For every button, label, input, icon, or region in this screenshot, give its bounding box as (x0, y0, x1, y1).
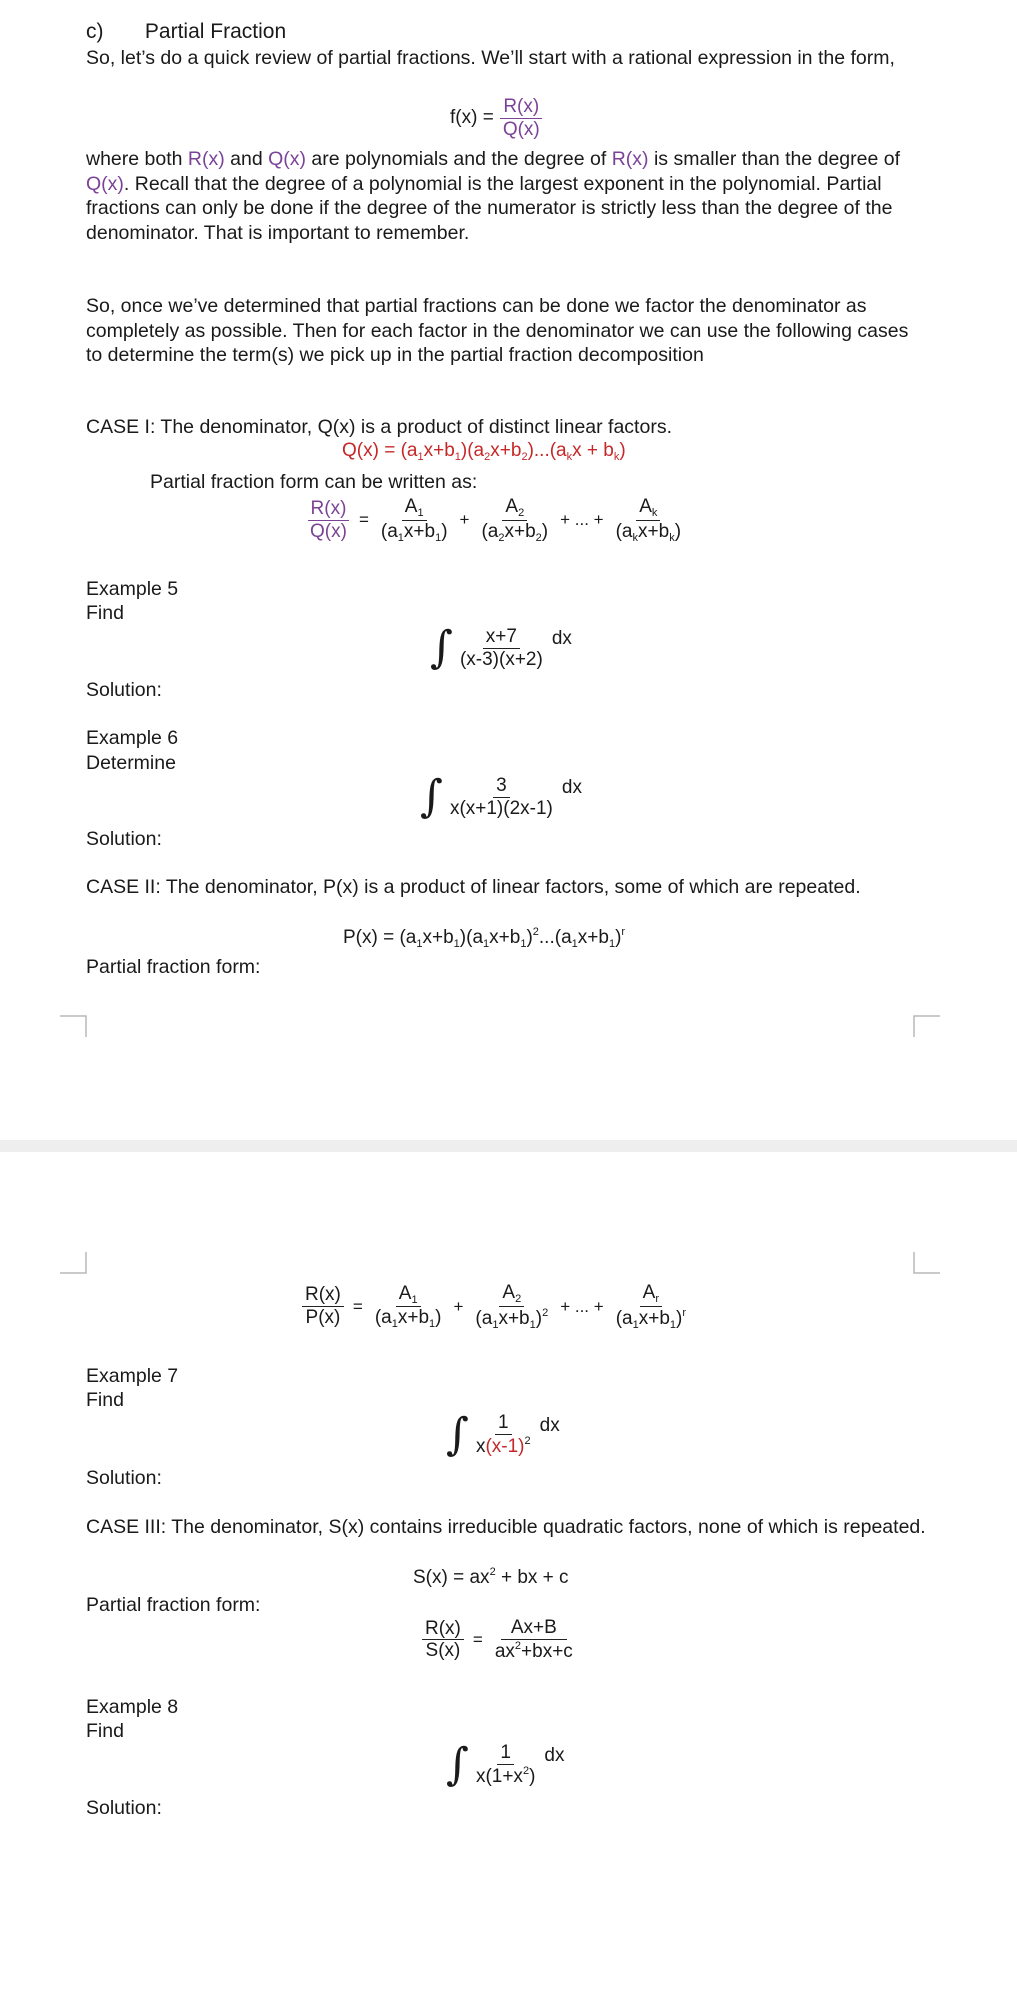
example5-integral (430, 622, 572, 674)
where-text: and (224, 148, 269, 170)
case3-eq-head: S(x) = ax (413, 1567, 490, 1588)
example5-fraction (457, 626, 546, 671)
example7-verb: Find (86, 1389, 124, 1411)
where-text: where both (86, 148, 188, 170)
case2-lhs: $\frac{R(x)}{P(x)}$ (302, 1284, 344, 1329)
case1-form-label: Partial fraction form can be written as: (150, 471, 478, 493)
example7-numerator: 1 (495, 1412, 512, 1435)
example8-solution: Solution: (86, 1797, 162, 1819)
case1-lhs: $\frac{R(x)}{Q(x)}$ (307, 498, 350, 543)
where-qx: Q(x) (268, 148, 307, 170)
example8-denominator: $x(1+x^2)$ (475, 1764, 536, 1787)
case3-rhs-denominator: $ax^2+bx+c$ (494, 1639, 573, 1662)
case3-text: : The denominator, S(x) contains irreducible quadratic factors, none of which is repeated. (160, 1516, 926, 1538)
example8-integral (446, 1738, 565, 1790)
case2-form-label: Partial fraction form: (86, 956, 261, 978)
case3-lhs-denominator: S(x) (425, 1640, 461, 1662)
case3-s-definition: $S(x) = ax^2$ + bx + c (413, 1566, 569, 1588)
page-corner-mark (60, 1252, 88, 1274)
case2-partial-fraction-form: $\frac{R(x)}{P(x)}$ = $\frac{A_1}{(a_1x+b_1)}$ + $\frac{A_2}{(a_1x+b_1)^2}$ + ... + $\frac{A_r}{(a_1x+b_1)^r}$ (302, 1282, 689, 1331)
example6-title: Example 6 (86, 727, 179, 749)
where-text: are polynomials and the degree of (306, 148, 612, 170)
f-of-x-equation (450, 96, 543, 141)
where-paragraph (86, 147, 926, 245)
example5-verb: Find (86, 602, 124, 624)
case3-heading (86, 1515, 926, 1540)
case3-partial-fraction-form: $\frac{R(x)}{S(x)}$ = $\frac{Ax+B}{ax^2+bx+c}$ (422, 1617, 576, 1663)
page-corner-mark (912, 1015, 940, 1037)
example7-title: Example 7 (86, 1365, 179, 1387)
dx-label: dx (544, 1744, 565, 1766)
where-text: is smaller than the degree of (648, 148, 901, 170)
case2-label: CASE II (86, 876, 156, 898)
dx-label: dx (539, 1414, 560, 1436)
intro-paragraph: So, let’s do a quick review of partial fractions. We’ll start with a rational expression in the form, (86, 47, 895, 69)
section-title: Partial Fraction (144, 20, 287, 43)
integral-sign: ∫ (446, 1738, 469, 1790)
para-factor-denominator: So, once we’ve determined that partial fractions can be done we factor the denominator as completely as possible. Then for each factor in the denominator we can use the following cases to determine the term(s) we pick up in the partial fraction decomposition (86, 295, 909, 366)
case3-form-label: Partial fraction form: (86, 1594, 261, 1616)
integral-sign: ∫ (420, 771, 443, 823)
where-rx: R(x) (611, 148, 649, 170)
example6-fraction (447, 775, 556, 820)
page-corner-mark (60, 1015, 88, 1037)
section-heading (86, 20, 926, 45)
case1-label: CASE I (86, 416, 150, 438)
case2-term-r: $\frac{A_r}{(a_1x+b_1)^r}$ (615, 1282, 687, 1331)
where-text: . Recall that the degree of a polynomial is the largest exponent in the polynomial. Partial fractions can only be done if the degree of the numerator is strictly less than the degree of the denominator. That is important to remember. (86, 172, 893, 244)
document-page-2 (0, 1152, 1017, 1990)
case3-rhs-numerator: Ax+B (501, 1617, 567, 1640)
example6-verb: Determine (86, 752, 176, 774)
case3-eq-tail: + bx + c (495, 1567, 569, 1588)
case2-term-1: $\frac{A_1}{(a_1x+b_1)}$ (374, 1282, 442, 1331)
case3-label: CASE III (86, 1516, 161, 1538)
example5-denominator: (x-3)(x+2) (459, 648, 543, 670)
case1-term-2: $\frac{A_2}{(a_2x+b_2)}$ (481, 496, 549, 544)
case1-text: : The denominator, Q(x) is a product of distinct linear factors. (149, 416, 672, 438)
f-fraction (500, 96, 543, 141)
case1-term-k: $\frac{A_k}{(a_kx+b_k)}$ (615, 496, 682, 544)
example7-integral (446, 1408, 560, 1460)
example5-title: Example 5 (86, 578, 179, 600)
dx-label: dx (551, 628, 572, 650)
example7-solution: Solution: (86, 1467, 162, 1489)
example7-denominator: $x(x-1)^2$ (475, 1434, 531, 1457)
example8-fraction (473, 1742, 538, 1788)
case3-lhs-numerator: R(x) (422, 1618, 464, 1641)
example8-title: Example 8 (86, 1696, 179, 1718)
page-corner-mark (912, 1252, 940, 1274)
example7-fraction (473, 1412, 534, 1458)
case2-heading (86, 875, 926, 900)
case2-text: : The denominator, P(x) is a product of linear factors, some of which are repeated. (155, 876, 861, 898)
f-denominator: Q(x) (502, 118, 540, 140)
example5-numerator: x+7 (483, 626, 520, 649)
where-qx: Q(x) (86, 172, 124, 195)
case2-term-2: $\frac{A_2}{(a_1x+b_1)^2}$ (475, 1282, 549, 1331)
case2-p-factorization: $P(x) = (a_1x+b_1)(a_1x+b_1)^2...(a_1x+b_1)^r$ (343, 926, 626, 950)
f-numerator: R(x) (500, 96, 542, 119)
example6-integral (420, 771, 582, 823)
case1-partial-fraction-form: $\frac{R(x)}{Q(x)}$ = $\frac{A_1}{(a_1x+b_1)}$ + $\frac{A_2}{(a_2x+b_2)}$ + ... + $\frac{A_k}{(a_kx+b_k)}$ (307, 496, 684, 544)
page-break (0, 1140, 1017, 1152)
dx-label: dx (561, 777, 582, 799)
example6-solution: Solution: (86, 828, 162, 850)
case3-rhs (492, 1617, 576, 1663)
integral-sign: ∫ (446, 1408, 469, 1460)
case1-q-factorization: $Q(x) = (a_1x+b_1)(a_2x+b_2)...(a_kx + b_k)$ (342, 440, 626, 463)
case1-heading (86, 415, 926, 440)
example5-solution: Solution: (86, 679, 162, 701)
section-letter: c) (86, 20, 104, 43)
example6-denominator: x(x+1)(2x-1) (449, 797, 553, 819)
example8-numerator: 1 (497, 1742, 514, 1765)
integral-sign: ∫ (430, 622, 453, 674)
example8-verb: Find (86, 1720, 124, 1742)
where-rx: R(x) (187, 148, 225, 170)
case3-lhs (422, 1618, 464, 1663)
example6-numerator: 3 (493, 775, 510, 798)
case1-term-1: $\frac{A_1}{(a_1x+b_1)}$ (380, 496, 448, 544)
f-lhs: f(x) = (450, 107, 494, 129)
